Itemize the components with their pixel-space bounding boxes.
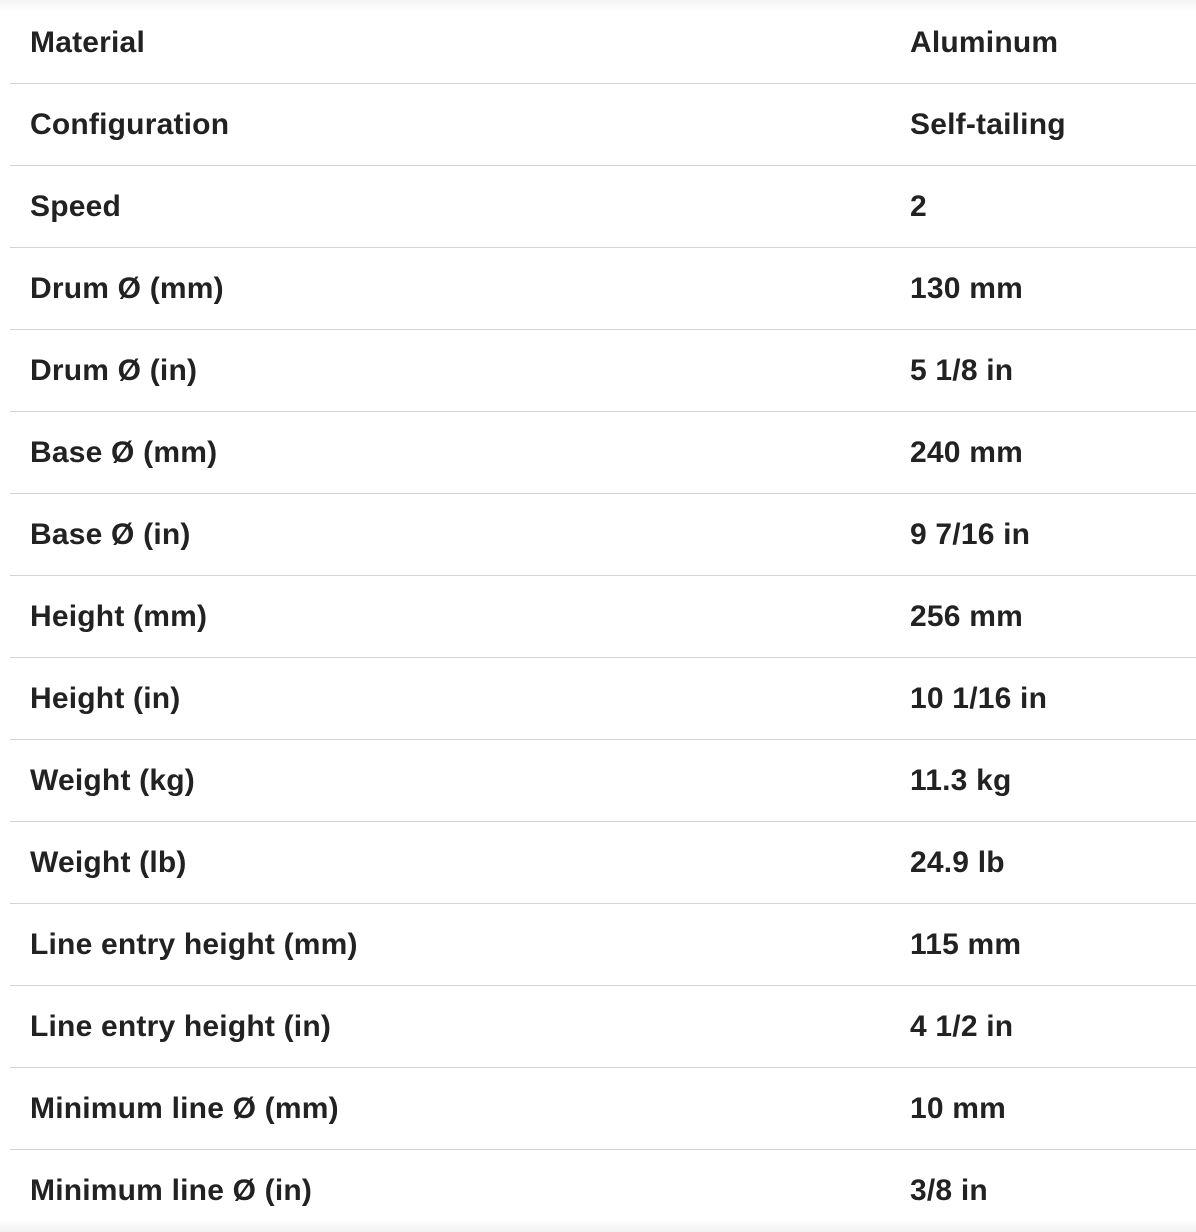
- spec-table: [10, 2, 1196, 1231]
- spec-value: 5 1/8 in: [910, 353, 1014, 387]
- spec-value: 11.3 kg: [910, 763, 1012, 797]
- spec-row-drum-diameter-mm: [10, 248, 1196, 330]
- spec-value: 2: [910, 189, 927, 223]
- spec-row-height-in: [10, 658, 1196, 740]
- spec-value: 115 mm: [910, 927, 1022, 961]
- spec-label: Weight (kg): [30, 763, 195, 797]
- spec-value: 9 7/16 in: [910, 517, 1031, 551]
- spec-label: Material: [30, 25, 145, 59]
- spec-label: Drum Ø (in): [30, 353, 198, 387]
- spec-label: Line entry height (mm): [30, 927, 358, 961]
- spec-label: Base Ø (in): [30, 517, 191, 551]
- spec-label: Base Ø (mm): [30, 435, 218, 469]
- spec-row-minimum-line-diameter-in: [10, 1150, 1196, 1231]
- spec-value: 24.9 lb: [910, 845, 1005, 879]
- spec-value: Aluminum: [910, 25, 1059, 59]
- spec-row-minimum-line-diameter-mm: [10, 1068, 1196, 1150]
- spec-label: Speed: [30, 189, 122, 223]
- spec-label: Configuration: [30, 107, 230, 141]
- spec-row-line-entry-height-mm: [10, 904, 1196, 986]
- spec-value: Self-tailing: [910, 107, 1066, 141]
- spec-label: Minimum line Ø (in): [30, 1173, 313, 1207]
- spec-row-speed: [10, 166, 1196, 248]
- spec-label: Line entry height (in): [30, 1009, 332, 1043]
- spec-value: 130 mm: [910, 271, 1023, 305]
- spec-value: 10 mm: [910, 1091, 1007, 1125]
- spec-value: 10 1/16 in: [910, 681, 1048, 715]
- spec-row-weight-lb: [10, 822, 1196, 904]
- spec-row-base-diameter-mm: [10, 412, 1196, 494]
- spec-row-base-diameter-in: [10, 494, 1196, 576]
- spec-value: 4 1/2 in: [910, 1009, 1014, 1043]
- spec-row-height-mm: [10, 576, 1196, 658]
- spec-label: Weight (lb): [30, 845, 187, 879]
- spec-value: 3/8 in: [910, 1173, 988, 1207]
- spec-row-configuration: [10, 84, 1196, 166]
- spec-value: 256 mm: [910, 599, 1023, 633]
- spec-label: Drum Ø (mm): [30, 271, 224, 305]
- spec-row-weight-kg: [10, 740, 1196, 822]
- spec-row-material: [10, 2, 1196, 84]
- spec-label: Height (in): [30, 681, 181, 715]
- spec-row-line-entry-height-in: [10, 986, 1196, 1068]
- spec-label: Height (mm): [30, 599, 208, 633]
- spec-value: 240 mm: [910, 435, 1023, 469]
- spec-row-drum-diameter-in: [10, 330, 1196, 412]
- bottom-shade: [0, 1220, 1196, 1232]
- spec-label: Minimum line Ø (mm): [30, 1091, 339, 1125]
